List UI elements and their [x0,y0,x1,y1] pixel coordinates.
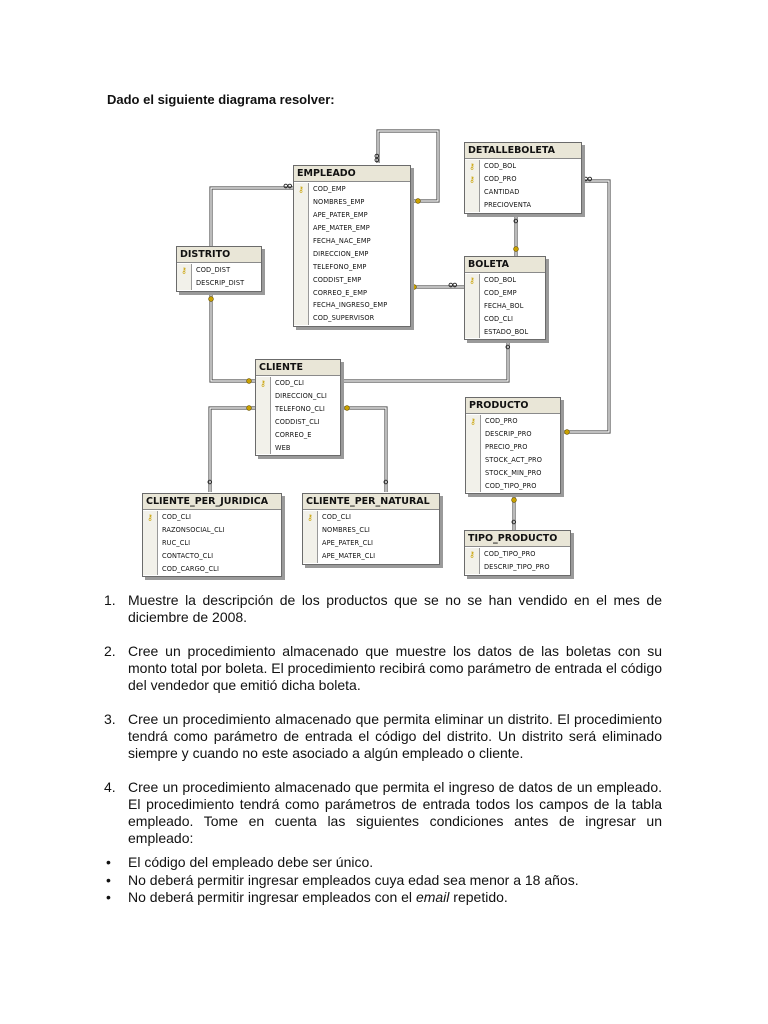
field-name: NOMBRES_EMP [313,198,365,207]
field-name: DESCRIP_PRO [485,430,532,439]
table-field-row [256,429,340,442]
row-selector [294,299,309,312]
row-selector [256,429,271,442]
table-field-row [143,524,281,537]
condition-text: repetido. [449,889,508,905]
table-field-row [294,183,410,196]
field-name: DESCRIP_DIST [196,279,245,288]
field-name: FECHA_NAC_EMP [313,237,371,245]
condition-item [106,871,668,890]
row-selector [294,235,309,248]
table-field-row [465,186,581,199]
table-detalleboleta [464,142,582,214]
table-title: CLIENTE_PER_JURIDICA [143,494,281,510]
table-field-row [466,467,560,480]
row-selector [256,441,271,454]
question-number: 2. [104,643,116,659]
table-field-row [466,454,560,467]
field-name: STOCK_ACT_PRO [485,456,542,465]
row-selector [466,428,481,441]
field-name: COD_CARGO_CLI [162,565,219,573]
table-field-row [465,561,570,574]
table-producto [465,397,561,494]
table-field-row [465,199,581,212]
field-name: ESTADO_BOL [484,328,529,336]
field-name: DIRECCION_EMP [313,249,369,258]
table-cliente-per-juridica [142,493,282,577]
table-field-row [256,416,340,429]
row-selector [466,454,481,467]
rel-empleado-distrito [211,188,294,246]
intro-text: Dado el siguiente diagrama resolver: [107,92,335,107]
row-selector [466,479,481,492]
table-title: PRODUCTO [466,398,560,414]
rel-cliente-natural [341,408,386,492]
questions-list [104,592,662,864]
row-selector [466,467,481,480]
table-field-row [303,524,439,537]
field-name: COD_SUPERVISOR [313,314,375,323]
row-selector [143,550,158,563]
row-selector [294,260,309,273]
field-name: CONTACTO_CLI [162,552,214,561]
row-selector [294,222,309,235]
table-field-row [177,277,261,290]
row-selector [256,390,271,403]
table-title: TIPO_PRODUCTO [465,531,570,547]
table-field-row [465,313,545,326]
question-item [104,643,662,694]
table-field-row [465,274,545,287]
field-name: STOCK_MIN_PRO [485,469,542,477]
condition-text: No deberá permitir ingresar empleados cuya edad sea menor a 18 años. [128,871,579,888]
question-item [104,711,662,762]
field-name: TELEFONO_CLI [275,405,325,414]
table-distrito [176,246,262,292]
key-icon: ⚷ [143,511,158,524]
question-number: 4. [104,779,116,795]
table-field-row [294,312,410,325]
row-selector [143,537,158,550]
table-title: CLIENTE [256,360,340,376]
conditions-list [106,854,668,907]
row-selector [303,550,318,563]
table-field-row [465,326,545,339]
table-field-row [177,264,261,277]
table-cliente [255,359,341,456]
question-number: 3. [104,711,116,727]
field-name: CANTIDAD [484,188,520,197]
table-field-row [466,415,560,428]
table-boleta [464,256,546,340]
rel-cliente-juridica [210,408,256,492]
row-selector [256,416,271,429]
field-name: FECHA_INGRESO_EMP [313,301,388,310]
table-field-row [465,160,581,173]
bullet-icon: • [106,854,111,870]
question-text: Muestre la descripción de los productos que se no se han vendido en el mes de diciembre de 2008. [128,592,662,625]
table-field-row [256,390,340,403]
table-field-row [466,479,560,492]
row-selector [465,287,480,300]
field-name: COD_CLI [162,513,192,522]
field-name: TELEFONO_EMP [313,262,367,271]
table-field-row [303,550,439,563]
table-empleado [293,165,411,327]
table-title: DISTRITO [177,247,261,263]
field-name: FECHA_BOL [484,302,524,311]
field-name: CORREO_E [275,431,312,439]
table-cliente-per-natural [302,493,440,565]
row-selector [303,537,318,550]
key-icon: ⚷ [465,173,480,186]
row-selector [465,561,480,574]
table-title: DETALLEBOLETA [465,143,581,159]
row-selector [177,277,192,290]
condition-item [106,854,668,872]
table-field-row [294,260,410,273]
field-name: COD_CLI [484,315,514,324]
field-name: DESCRIP_TIPO_PRO [484,563,550,572]
rel-distrito-cliente [211,292,256,381]
field-name: COD_PRO [484,175,517,184]
key-icon: ⚷ [466,415,481,428]
table-field-row [465,300,545,313]
field-name: APE_PATER_EMP [313,211,368,220]
condition-text: El código del empleado debe ser único. [128,854,374,870]
table-field-row [465,173,581,186]
field-name: CODDIST_EMP [313,275,362,284]
table-field-row [294,273,410,286]
question-number: 1. [104,592,116,608]
field-name: APE_PATER_CLI [322,539,374,548]
field-name: CORREO_E_EMP [313,288,368,297]
field-name: APE_MATER_EMP [313,224,370,233]
key-icon: ⚷ [256,377,271,390]
row-selector [303,524,318,537]
field-name: RUC_CLI [162,539,191,548]
table-field-row [256,441,340,454]
row-selector [294,196,309,209]
field-name: NOMBRES_CLI [322,526,370,535]
key-icon: ⚷ [465,160,480,173]
field-name: COD_EMP [313,185,346,194]
field-name: RAZONSOCIAL_CLI [162,526,225,535]
table-field-row [256,377,340,390]
table-field-row [466,428,560,441]
field-name: COD_TIPO_PRO [484,550,536,559]
table-field-row [294,222,410,235]
table-field-row [465,287,545,300]
bullet-icon: • [106,871,111,888]
table-field-row [294,209,410,222]
field-name: DIRECCION_CLI [275,392,327,401]
row-selector [465,199,480,212]
table-field-row [143,563,281,576]
key-icon: ⚷ [294,183,309,196]
rel-boleta-cliente [341,342,508,381]
field-name: COD_TIPO_PRO [485,481,537,490]
table-field-row [303,537,439,550]
question-item [104,779,662,847]
row-selector [465,326,480,339]
key-icon: ⚷ [465,274,480,287]
condition-item [106,889,668,907]
row-selector [294,273,309,286]
row-selector [465,313,480,326]
table-title: CLIENTE_PER_NATURAL [303,494,439,510]
table-field-row [465,548,570,561]
question-text: Cree un procedimiento almacenado que permita eliminar un distrito. El procedimiento tendrá como parámetro de entrada el código del distrito. Un distrito será eliminado siempre y cuando no este asociado a algún empleado o cliente. [128,711,662,761]
field-name: CODDIST_CLI [275,418,320,427]
row-selector [294,209,309,222]
table-tipo-producto [464,530,571,576]
condition-emphasis: email [415,889,450,905]
field-name: COD_EMP [484,289,517,298]
question-text: Cree un procedimiento almacenado que muestre los datos de las boletas con su monto total por boleta. El procedimiento recibirá como parámetro de entrada el código del vendedor que emitió dicha boleta. [128,643,662,693]
question-item [104,592,662,626]
field-name: PRECIO_PRO [485,443,528,452]
table-field-row [294,235,410,248]
table-field-row [294,299,410,312]
row-selector [143,524,158,537]
field-name: COD_DIST [196,266,231,275]
field-name: WEB [275,443,291,452]
key-icon: ⚷ [303,511,318,524]
table-field-row [294,247,410,260]
table-field-row [303,511,439,524]
field-name: COD_BOL [484,162,517,171]
row-selector [294,286,309,299]
bullet-icon: • [106,889,111,905]
table-field-row [143,537,281,550]
table-field-row [143,511,281,524]
field-name: COD_PRO [485,417,518,426]
condition-text: No deberá permitir ingresar empleados con el [128,889,416,905]
row-selector [465,186,480,199]
table-field-row [294,286,410,299]
row-selector [466,441,481,454]
rel-detalle-producto [561,181,609,432]
table-field-row [143,550,281,563]
key-icon: ⚷ [177,264,192,277]
row-selector [465,300,480,313]
table-title: BOLETA [465,257,545,273]
field-name: COD_CLI [275,379,305,388]
table-field-row [294,196,410,209]
table-field-row [466,441,560,454]
row-selector [294,247,309,260]
field-name: COD_CLI [322,513,352,522]
field-name: APE_MATER_CLI [322,552,376,561]
table-title: EMPLEADO [294,166,410,182]
field-name: COD_BOL [484,276,517,285]
key-icon: ⚷ [465,548,480,561]
question-text: Cree un procedimiento almacenado que permita el ingreso de datos de un empleado. El procedimiento tendrá como parámetros de entrada todos los campos de la tabla empleado. Tome en cuenta las siguientes condiciones antes de ingresar un empleado: [128,779,662,846]
table-field-row [256,403,340,416]
row-selector [294,312,309,325]
row-selector [256,403,271,416]
field-name: PRECIOVENTA [484,201,532,210]
row-selector [143,563,158,576]
